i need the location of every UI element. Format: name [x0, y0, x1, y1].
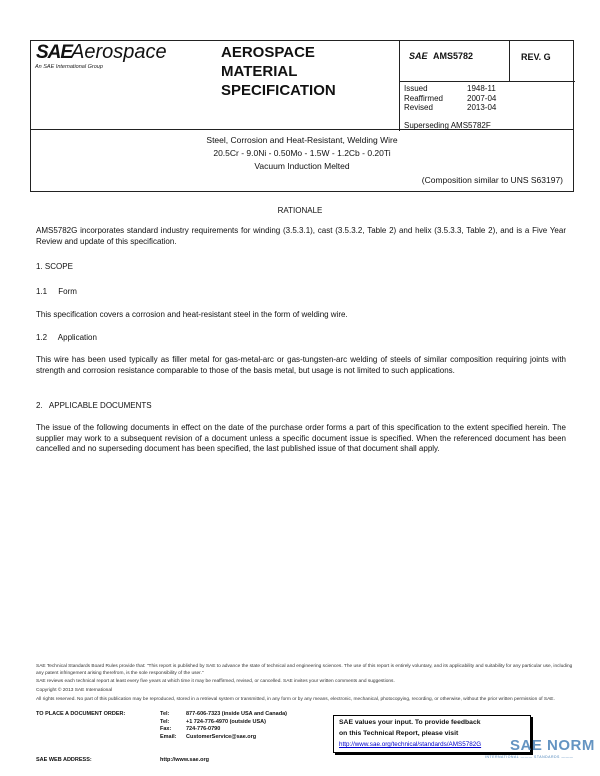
section-application: 1.2 Application	[36, 333, 97, 342]
aerospace-logo-text: Aerospace	[71, 41, 167, 63]
contact-list	[160, 711, 287, 741]
footer-rights: All rights reserved. No part of this publication may be reproduced, stored in a retrieval system or transmitted, in any form or by any means, electronic, mechanical, photocopying, recording, or otherwise, without the prior written permission of SAE.	[36, 697, 555, 702]
rationale-text: AMS5782G incorporates standard industry requirements for winding (3.5.3.1), cast (3.5.3.2, Table 2) and helix (3.5.3.3, Table 2), and is a Five Year Review and update of this specification.	[36, 226, 566, 246]
revision: REV. G	[521, 52, 551, 62]
date-row: Issued 1948-11	[404, 84, 496, 93]
web-label: SAE WEB ADDRESS:	[36, 757, 92, 763]
applicable-text: The issue of the following documents in effect on the date of the purchase order forms a part of this specification to the extent specified herein. The supplier may work to a subsequent revision of a document unless a specific document issue is specified. When the referenced document has been cancelled and no superseding document has been specified, the last published issue of that document shall apply.	[36, 423, 566, 453]
footer-policy: SAE Technical Standards Board Rules provide that: "This report is published by SAE to advance the state of technical and engineering sciences. The use of this report is entirely voluntary, and its applicability and suitability for any particular use, including any patent infringement arising therefrom, is the sole responsibility of the user."	[36, 664, 573, 676]
divider	[509, 41, 510, 81]
title-box	[30, 130, 574, 192]
rationale-heading: RATIONALE	[277, 206, 323, 215]
divider	[399, 41, 400, 131]
logo-subtitle: An SAE International Group	[35, 64, 103, 70]
contact-row: Email: CustomerService@sae.org	[160, 733, 257, 740]
header-box	[30, 40, 574, 130]
footer-copyright: Copyright © 2013 SAE International	[36, 688, 113, 693]
title-line: 20.5Cr - 9.0Ni - 0.50Mo - 1.5W - 1.2Cb - 0.20Ti	[213, 148, 391, 158]
divider	[399, 81, 575, 82]
title-line: Steel, Corrosion and Heat-Resistant, Welding Wire	[206, 135, 398, 145]
feedback-link[interactable]: http://www.sae.org/technical/standards/AMS5782G	[339, 741, 482, 748]
section-applicable-documents: 2. APPLICABLE DOCUMENTS	[36, 401, 152, 410]
document-number: AMS5782	[433, 51, 474, 61]
date-list	[404, 84, 496, 113]
spec-type-title: AEROSPACE MATERIAL SPECIFICATION	[221, 44, 336, 99]
sae-logo: SAE	[36, 42, 73, 63]
contact-row: Tel: 877-606-7323 (inside USA and Canada)	[160, 711, 287, 717]
sae-mark-icon: SAE	[409, 51, 428, 61]
section-scope: 1. SCOPE	[36, 262, 73, 271]
composition-note: (Composition similar to UNS S63197)	[421, 175, 563, 185]
web-address[interactable]: http://www.sae.org	[160, 757, 209, 763]
order-label: TO PLACE A DOCUMENT ORDER:	[36, 711, 126, 717]
title-line: Vacuum Induction Melted	[254, 161, 350, 171]
watermark-logo: SAE NORM	[510, 737, 595, 754]
contact-row: Tel: +1 724-776-4970 (outside USA)	[160, 718, 266, 725]
footer-review: SAE reviews each technical report at least every five years at which time it may be reaffirmed, revised, or cancelled. SAE invites your written comments and suggestions.	[36, 679, 395, 684]
application-text: This wire has been used typically as filler metal for gas-metal-arc or gas-tungsten-arc welding of steels of similar composition requiring joints with strength and corrosion resistance comparable to those of the basis metal, but usage is not limited to such applications.	[36, 355, 566, 375]
date-row: Reaffirmed 2007-04	[404, 93, 497, 103]
form-text: This specification covers a corrosion and heat-resistant steel in the form of welding wire.	[36, 310, 348, 319]
section-form: 1.1 Form	[36, 287, 77, 296]
contact-row: Fax: 724-776-0790	[160, 726, 221, 732]
feedback-box: SAE values your input. To provide feedback on this Technical Report, please visit http://www.sae.org/technical/standards/AMS5782G	[333, 715, 531, 753]
superseding: Superseding AMS5782F	[404, 121, 491, 130]
watermark-subtext: INTERNATIONAL ——— STANDARDS ———	[485, 755, 574, 759]
date-row: Revised 2013-04	[404, 103, 497, 112]
